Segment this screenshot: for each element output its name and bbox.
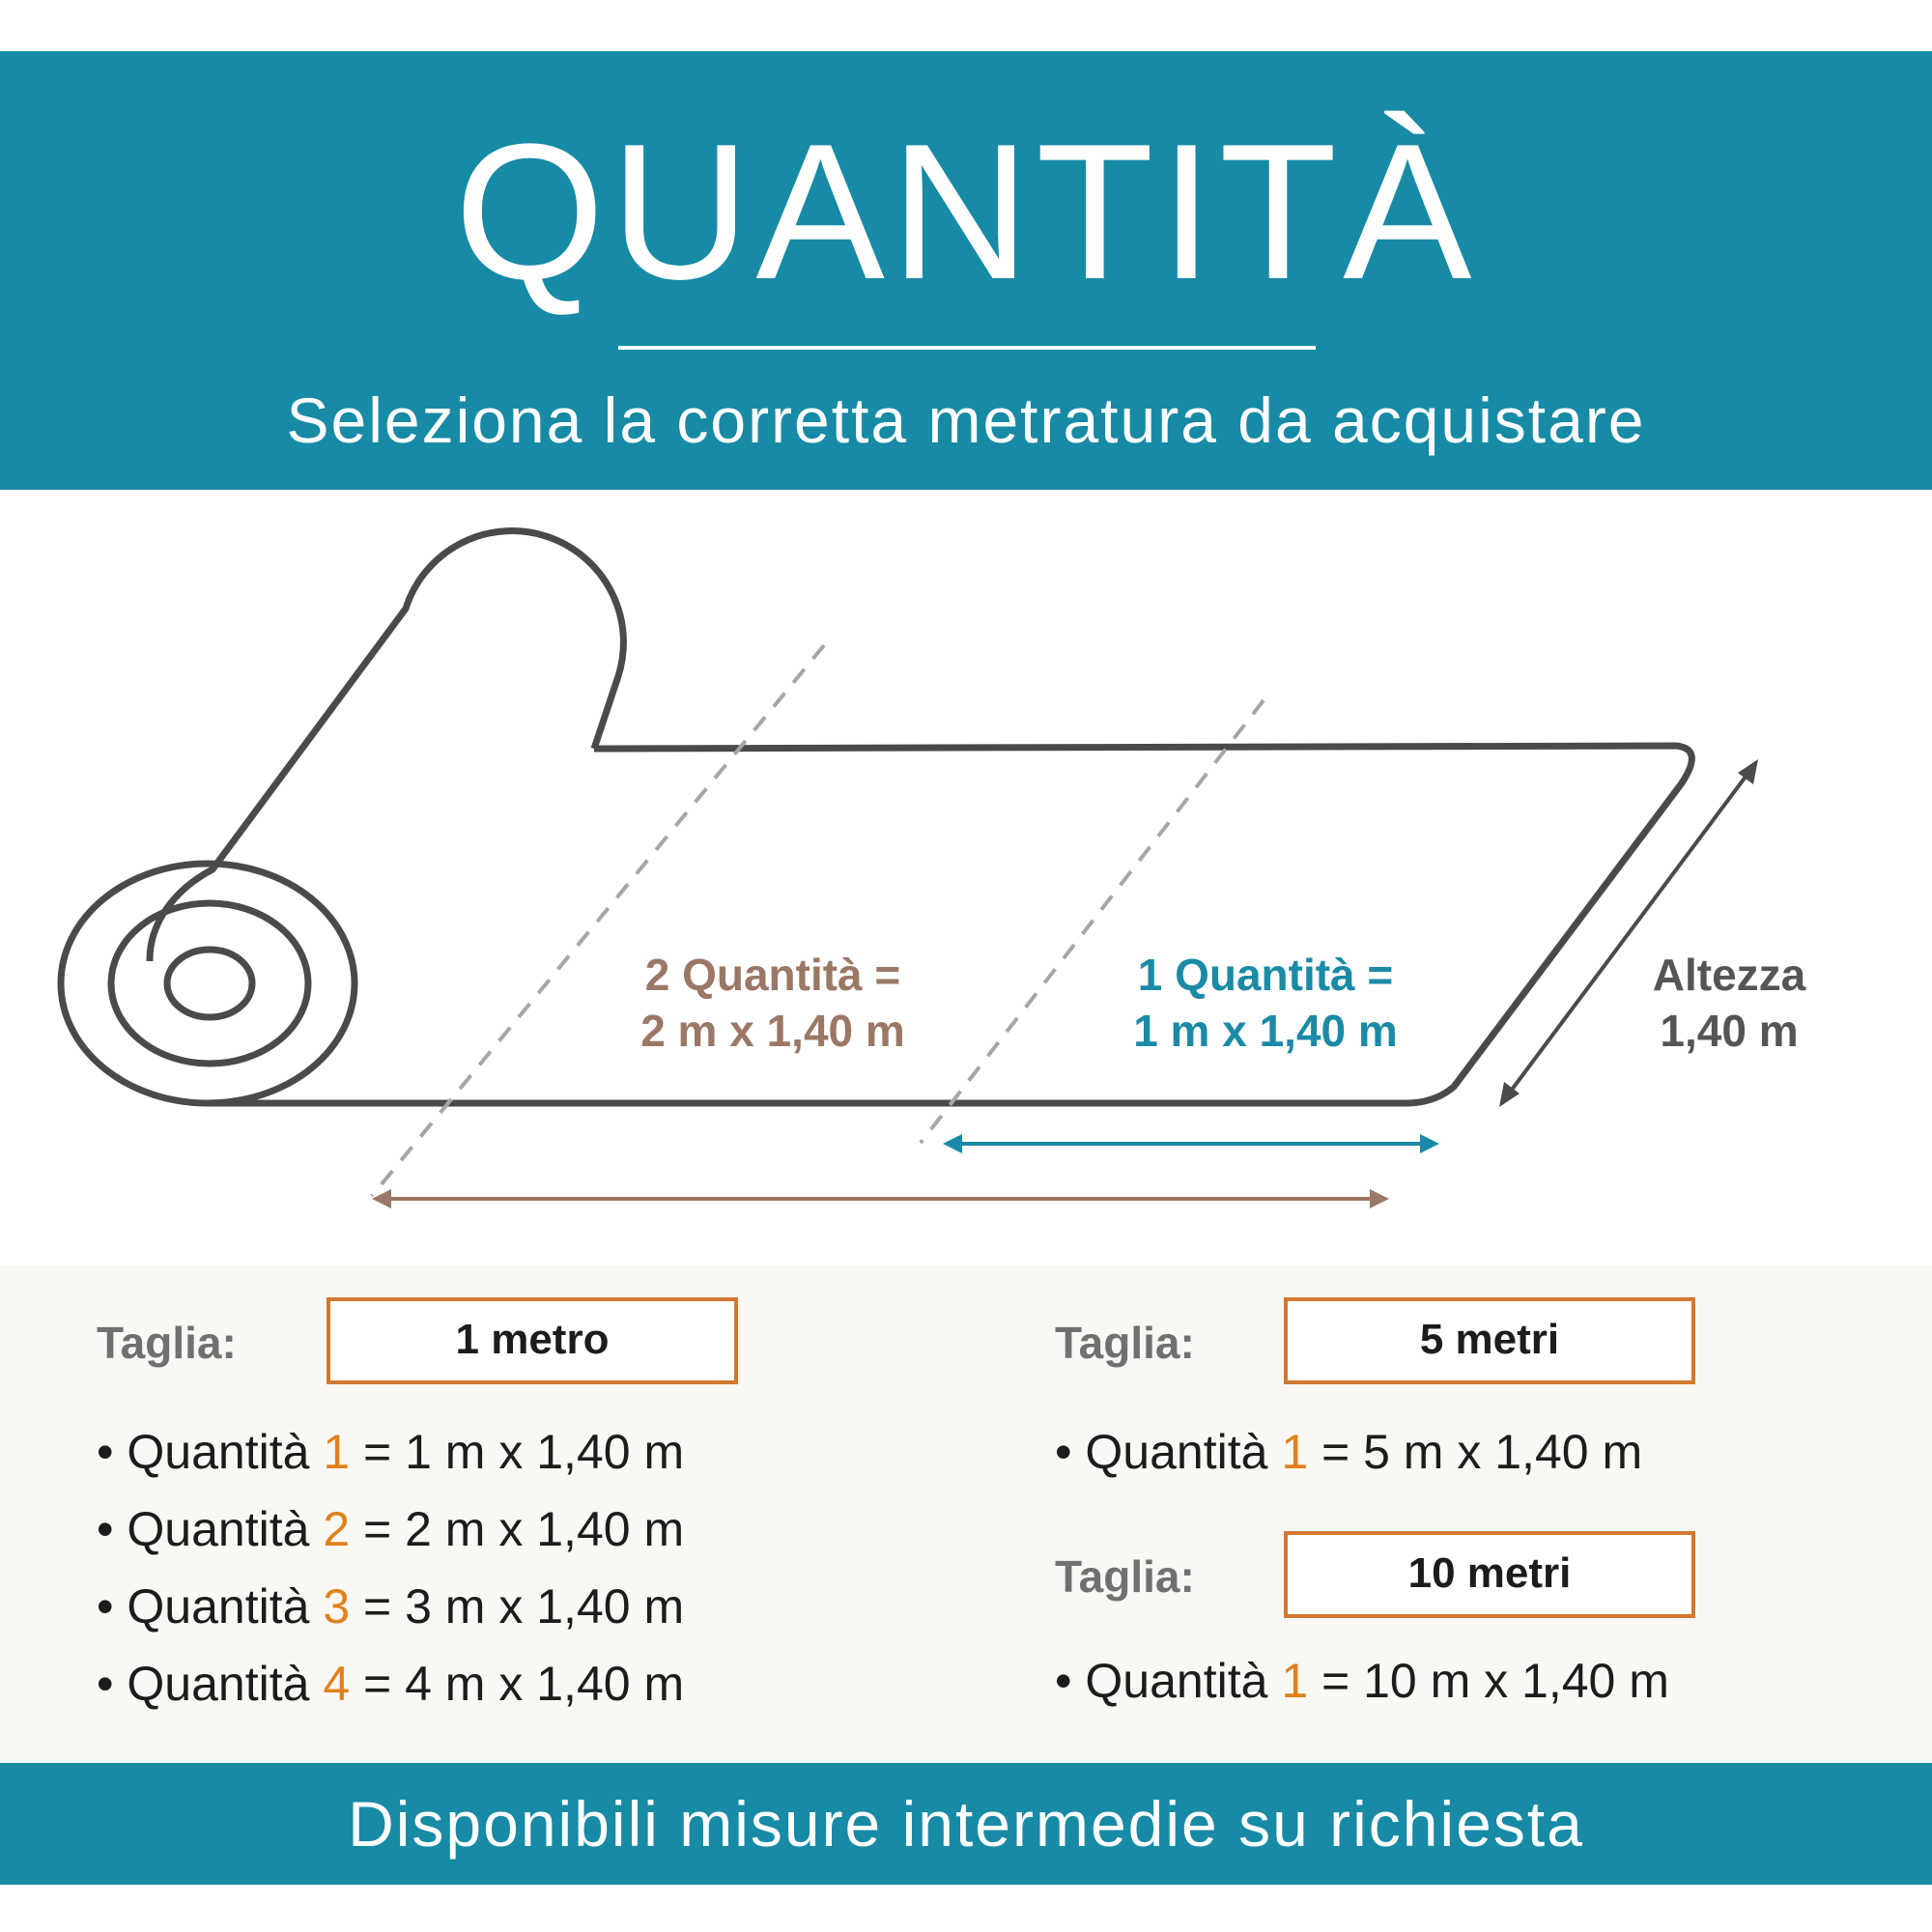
label-altezza-line1: Altezza bbox=[1652, 950, 1806, 1000]
list-item: • Quantità 1 = 1 m x 1,40 m bbox=[97, 1425, 685, 1479]
title-divider bbox=[618, 346, 1316, 350]
list-item: • Quantità 3 = 3 m x 1,40 m bbox=[97, 1579, 685, 1634]
roll-middle-ring bbox=[111, 903, 308, 1064]
roll-core bbox=[167, 950, 252, 1017]
page-title: QUANTITÀ bbox=[454, 104, 1478, 320]
page-subtitle: Seleziona la corretta metratura da acquistare bbox=[286, 384, 1646, 456]
label-altezza bbox=[1623, 947, 1835, 1059]
label-2-quantita bbox=[580, 947, 966, 1059]
list-item: • Quantità 1 = 10 m x 1,40 m bbox=[1055, 1654, 1669, 1708]
label-1-quantita-line1: 1 Quantità = bbox=[1137, 950, 1394, 1000]
size-box-10-metri: 10 metri bbox=[1284, 1531, 1695, 1618]
arrow-1-quantita bbox=[943, 1134, 1439, 1153]
taglia-label-10m: Taglia: bbox=[1055, 1551, 1195, 1602]
taglia-label-5m: Taglia: bbox=[1055, 1318, 1195, 1368]
arrow-head-left-icon bbox=[372, 1189, 391, 1208]
cut-line-1m bbox=[921, 700, 1264, 1143]
arrow-2-quantita bbox=[372, 1189, 1389, 1208]
label-2-quantita-line1: 2 Quantità = bbox=[644, 950, 901, 1000]
label-1-quantita-line2: 1 m x 1,40 m bbox=[1133, 1006, 1398, 1056]
arrow-head-right-icon bbox=[1420, 1134, 1439, 1153]
size-box-5-metri: 5 metri bbox=[1284, 1297, 1695, 1384]
roll-outline bbox=[150, 531, 623, 961]
list-item: • Quantità 2 = 2 m x 1,40 m bbox=[97, 1502, 685, 1556]
arrow-head-right-icon bbox=[1370, 1189, 1389, 1208]
fabric-roll-diagram bbox=[0, 490, 1932, 1265]
label-altezza-line2: 1,40 m bbox=[1660, 1006, 1799, 1056]
label-2-quantita-line2: 2 m x 1,40 m bbox=[640, 1006, 905, 1056]
list-item: • Quantità 1 = 5 m x 1,40 m bbox=[1055, 1425, 1643, 1479]
size-box-1-metro: 1 metro bbox=[327, 1297, 738, 1384]
label-1-quantita bbox=[1072, 947, 1459, 1059]
list-item: • Quantità 4 = 4 m x 1,40 m bbox=[97, 1657, 685, 1711]
footer-text: Disponibili misure intermedie su richiesta bbox=[348, 1788, 1584, 1860]
taglia-label-1m: Taglia: bbox=[97, 1318, 237, 1368]
arrow-head-left-icon bbox=[943, 1134, 962, 1153]
